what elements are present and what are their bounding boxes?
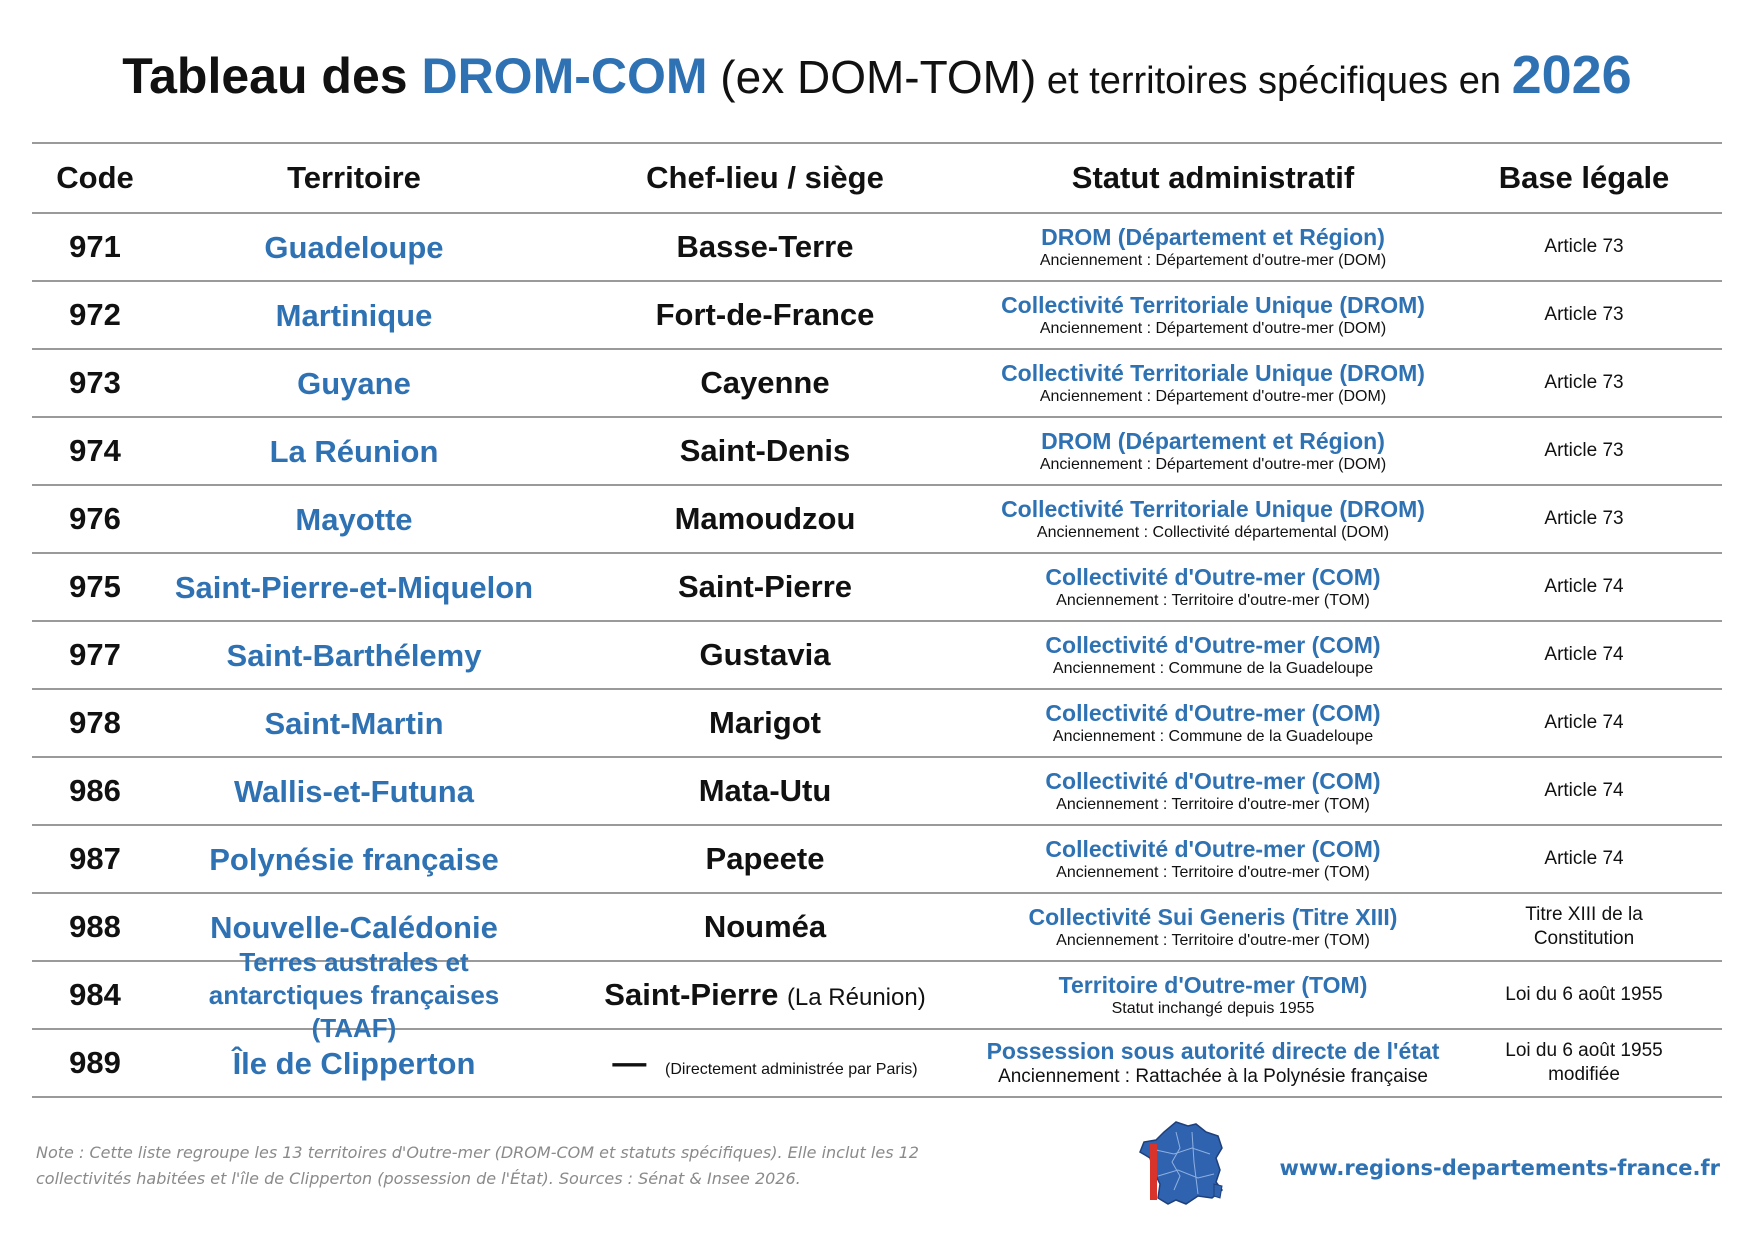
cell-statut — [980, 282, 1446, 348]
base-legale-text: Titre XIII de la Constitution — [1525, 904, 1643, 949]
header-base-legale: Base légale — [1498, 160, 1670, 195]
territoire-name: Mayotte — [295, 501, 413, 537]
territoire-name: Polynésie française — [209, 841, 499, 877]
cell-chef-lieu — [550, 962, 980, 1028]
statut-ancien: Anciennement : Département d'outre-mer (DOM) — [1039, 455, 1387, 473]
cell-base-legale — [1446, 826, 1722, 892]
chef-lieu-name: Basse-Terre — [676, 229, 854, 264]
chef-lieu-name: Fort-de-France — [655, 297, 875, 332]
territoire-name: Terres australes et antarctiques françaises (TAAF) — [208, 946, 500, 1043]
chef-lieu-name: Saint-Denis — [679, 433, 851, 468]
title-ex-dom-tom: (ex DOM-TOM) — [707, 51, 1037, 103]
chef-lieu-name: — — [612, 1043, 647, 1082]
table-row — [32, 214, 1722, 282]
cell-chef-lieu — [550, 1030, 980, 1096]
cell-chef-lieu — [550, 486, 980, 552]
territoire-name: Martinique — [275, 297, 433, 333]
statut-main: Collectivité d'Outre-mer (COM) — [1045, 767, 1381, 794]
cell-statut — [980, 418, 1446, 484]
base-legale-text: Article 74 — [1544, 576, 1624, 597]
cell-base-legale — [1446, 894, 1722, 960]
cell-code: 972 — [69, 297, 121, 332]
statut-ancien: Anciennement : Rattachée à la Polynésie française — [998, 1065, 1428, 1087]
statut-main: Possession sous autorité directe de l'état — [986, 1037, 1440, 1064]
cell-chef-lieu — [550, 826, 980, 892]
chef-lieu-name: Mamoudzou — [674, 501, 856, 536]
cell-base-legale — [1446, 554, 1722, 620]
table-row — [32, 486, 1722, 554]
cell-chef-lieu — [550, 894, 980, 960]
cell-base-legale — [1446, 350, 1722, 416]
cell-base-legale — [1446, 486, 1722, 552]
website-link[interactable]: www.regions-departements-france.fr — [1279, 1156, 1720, 1180]
cell-statut — [980, 622, 1446, 688]
cell-territoire — [158, 282, 550, 348]
cell-code: 973 — [69, 365, 121, 400]
footer-note: Note : Cette liste regroupe les 13 territoires d'Outre-mer (DROM-COM et statuts spécifiques). Elle inclut les 12 collectivités habitées et l'île de Clipperton (possession de l'État). Sources : Sénat & Insee 2026. — [36, 1143, 919, 1188]
cell-code: 971 — [69, 229, 121, 264]
statut-ancien: Anciennement : Territoire d'outre-mer (TOM) — [1056, 795, 1370, 813]
cell-territoire — [158, 214, 550, 280]
cell-statut — [980, 758, 1446, 824]
cell-territoire — [158, 350, 550, 416]
cell-statut — [980, 350, 1446, 416]
table-header-row — [32, 144, 1722, 214]
cell-code: 978 — [69, 705, 121, 740]
base-legale-text: Article 74 — [1544, 712, 1624, 733]
chef-lieu-name: Nouméa — [703, 909, 827, 944]
cell-base-legale — [1446, 418, 1722, 484]
cell-statut — [980, 1030, 1446, 1096]
territoire-name: Saint-Pierre-et-Miquelon — [174, 569, 534, 605]
statut-main: Collectivité Territoriale Unique (DROM) — [1001, 291, 1425, 318]
base-legale-text: Article 73 — [1544, 508, 1624, 529]
chef-lieu-name: Saint-Pierre — [677, 569, 852, 604]
header-statut: Statut administratif — [1071, 160, 1355, 195]
cell-chef-lieu — [550, 758, 980, 824]
base-legale-text: Article 73 — [1544, 236, 1624, 257]
page-title — [0, 40, 1754, 124]
chef-lieu-name: Cayenne — [700, 365, 830, 400]
table-row — [32, 622, 1722, 690]
chef-lieu-name: Mata-Utu — [698, 773, 832, 808]
table-row — [32, 350, 1722, 418]
base-legale-text: Article 74 — [1544, 644, 1624, 665]
chef-lieu-extra: (La Réunion) — [786, 984, 926, 1011]
table-row — [32, 1030, 1722, 1098]
cell-base-legale — [1446, 282, 1722, 348]
chef-lieu-extra: (Directement administrée par Paris) — [665, 1060, 918, 1078]
territoire-name: Île de Clipperton — [232, 1045, 476, 1081]
cell-statut — [980, 962, 1446, 1028]
table-body — [32, 214, 1722, 1098]
statut-main: Collectivité d'Outre-mer (COM) — [1045, 699, 1381, 726]
cell-statut — [980, 554, 1446, 620]
base-legale-text: Article 73 — [1544, 372, 1624, 393]
cell-chef-lieu — [550, 622, 980, 688]
table-row — [32, 690, 1722, 758]
cell-territoire — [158, 1030, 550, 1096]
statut-main: Collectivité Territoriale Unique (DROM) — [1001, 495, 1425, 522]
base-legale-text: Article 73 — [1544, 440, 1624, 461]
territoire-name: Wallis-et-Futuna — [234, 773, 474, 809]
territoire-name: Saint-Barthélemy — [226, 637, 482, 673]
cell-base-legale — [1446, 758, 1722, 824]
cell-base-legale — [1446, 622, 1722, 688]
title-year: 2026 — [1511, 45, 1632, 105]
cell-code: 975 — [69, 569, 121, 604]
cell-chef-lieu — [550, 418, 980, 484]
table-row — [32, 282, 1722, 350]
statut-ancien: Anciennement : Département d'outre-mer (DOM) — [1039, 319, 1387, 337]
cell-code: 989 — [69, 1045, 121, 1080]
cell-territoire — [158, 826, 550, 892]
base-legale-text: Article 74 — [1544, 780, 1624, 801]
cell-chef-lieu — [550, 690, 980, 756]
cell-territoire — [158, 622, 550, 688]
chef-lieu-name: Papeete — [705, 841, 825, 876]
base-legale-text: Article 73 — [1544, 304, 1624, 325]
cell-statut — [980, 894, 1446, 960]
header-code: Code — [56, 160, 134, 195]
cell-territoire — [158, 554, 550, 620]
chef-lieu-name: Saint-Pierre — [604, 977, 779, 1012]
cell-statut — [980, 214, 1446, 280]
cell-territoire — [158, 758, 550, 824]
territoire-name: Guadeloupe — [264, 229, 444, 265]
header-chef-lieu: Chef-lieu / siège — [646, 160, 884, 195]
cell-chef-lieu — [550, 350, 980, 416]
france-map-icon — [1136, 1118, 1228, 1208]
base-legale-text: Article 74 — [1544, 848, 1624, 869]
chef-lieu-name: Gustavia — [699, 637, 831, 672]
statut-main: Collectivité d'Outre-mer (COM) — [1045, 631, 1381, 658]
statut-ancien: Anciennement : Territoire d'outre-mer (TOM) — [1056, 863, 1370, 881]
title-prefix: Tableau des — [122, 48, 422, 104]
cell-territoire — [158, 946, 550, 1043]
cell-statut — [980, 690, 1446, 756]
cell-code: 977 — [69, 637, 121, 672]
cell-code: 984 — [69, 977, 121, 1012]
cell-code: 976 — [69, 501, 121, 536]
statut-ancien: Anciennement : Commune de la Guadeloupe — [1052, 727, 1374, 745]
table-row — [32, 946, 1722, 1043]
cell-statut — [980, 486, 1446, 552]
table-row — [32, 758, 1722, 826]
base-legale-text: Loi du 6 août 1955 modifiée — [1505, 1040, 1663, 1085]
statut-ancien: Anciennement : Département d'outre-mer (DOM) — [1039, 387, 1387, 405]
cell-base-legale — [1446, 962, 1722, 1028]
cell-statut — [980, 826, 1446, 892]
cell-territoire — [158, 418, 550, 484]
cell-chef-lieu — [550, 554, 980, 620]
cell-code: 974 — [69, 433, 121, 468]
cell-base-legale — [1446, 214, 1722, 280]
statut-ancien: Statut inchangé depuis 1955 — [1111, 999, 1315, 1017]
chef-lieu-name: Marigot — [709, 705, 821, 740]
statut-main: Collectivité d'Outre-mer (COM) — [1045, 563, 1381, 590]
statut-main: DROM (Département et Région) — [1041, 223, 1385, 250]
cell-code: 987 — [69, 841, 121, 876]
table-row — [32, 554, 1722, 622]
statut-ancien: Anciennement : Collectivité départemental (DOM) — [1036, 523, 1390, 541]
cell-chef-lieu — [550, 282, 980, 348]
cell-territoire — [158, 486, 550, 552]
cell-base-legale — [1446, 1030, 1722, 1096]
cell-territoire — [158, 690, 550, 756]
statut-main: Collectivité Territoriale Unique (DROM) — [1001, 359, 1425, 386]
cell-code: 986 — [69, 773, 121, 808]
statut-ancien: Anciennement : Département d'outre-mer (DOM) — [1039, 251, 1387, 269]
cell-base-legale — [1446, 690, 1722, 756]
header-territoire: Territoire — [287, 160, 421, 195]
cell-code: 988 — [69, 909, 121, 944]
base-legale-text: Loi du 6 août 1955 — [1505, 984, 1663, 1005]
title-suffix: et territoires spécifiques en — [1036, 60, 1512, 102]
table-row — [32, 418, 1722, 486]
territoire-name: Nouvelle-Calédonie — [210, 909, 498, 945]
territoire-name: La Réunion — [269, 433, 439, 469]
territories-table — [32, 142, 1722, 1098]
statut-main: Collectivité Sui Generis (Titre XIII) — [1028, 903, 1398, 930]
statut-main: DROM (Département et Région) — [1041, 427, 1385, 454]
cell-chef-lieu — [550, 214, 980, 280]
territoire-name: Guyane — [297, 365, 411, 401]
title-drom-com: DROM-COM — [421, 48, 708, 104]
statut-main: Collectivité d'Outre-mer (COM) — [1045, 835, 1381, 862]
table-row — [32, 826, 1722, 894]
territoire-name: Saint-Martin — [264, 705, 444, 741]
statut-main: Territoire d'Outre-mer (TOM) — [1058, 971, 1368, 998]
statut-ancien: Anciennement : Territoire d'outre-mer (TOM) — [1056, 931, 1370, 949]
statut-ancien: Anciennement : Territoire d'outre-mer (TOM) — [1056, 591, 1370, 609]
statut-ancien: Anciennement : Commune de la Guadeloupe — [1052, 659, 1374, 677]
